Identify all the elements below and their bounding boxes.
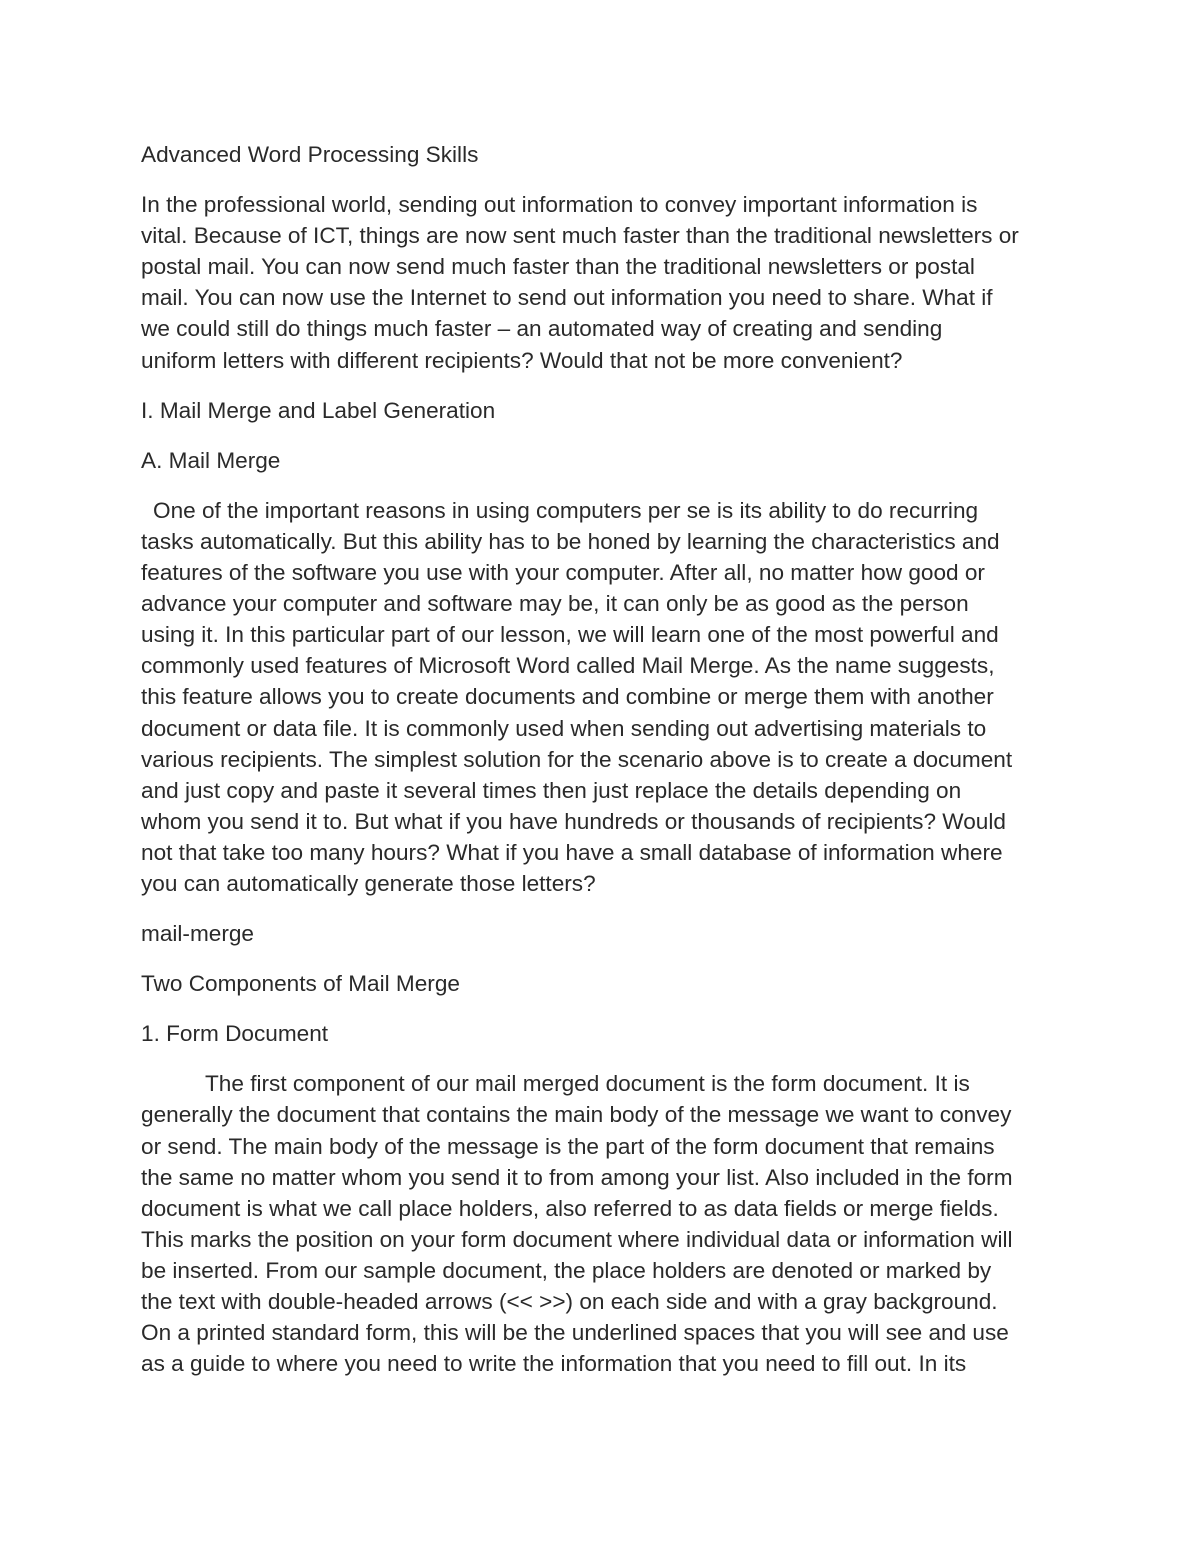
text-line: generally the document that contains the main body of the message we want to convey [141,1102,1012,1128]
text-line: you can automatically generate those letters? [141,870,596,896]
subsection-heading: 1. Form Document [141,1021,329,1047]
text-line: advance your computer and software may be, it can only be as good as the person [141,591,969,617]
text-line: commonly used features of Microsoft Word called Mail Merge. As the name suggests, [141,653,995,679]
image-placeholder-text: mail-merge [141,921,254,947]
mail-merge-paragraph [141,495,1071,899]
intro-paragraph [141,189,1071,376]
text-line: postal mail. You can now send much faster than the traditional newsletters or postal [141,254,975,280]
text-line: tasks automatically. But this ability has to be honed by learning the characteristics and [141,528,1000,554]
text-line: The first component of our mail merged document is the form document. It is [205,1071,970,1097]
text-line: not that take too many hours? What if you have a small database of information where [141,839,1003,865]
document-body [141,139,1071,1398]
text-line: uniform letters with different recipients? Would that not be more convenient? [141,347,903,373]
section-heading: I. Mail Merge and Label Generation [141,397,496,423]
text-line: we could still do things much faster – an automated way of creating and sending [141,316,943,342]
form-document-paragraph [141,1068,1071,1379]
text-line: this feature allows you to create documents and combine or merge them with another [141,684,994,710]
subsection-heading: A. Mail Merge [141,447,281,473]
text-line: the text with double-headed arrows (<< >>) on each side and with a gray background. [141,1289,998,1314]
text-line: be inserted. From our sample document, the place holders are denoted or marked by [141,1257,992,1283]
text-line: document or data file. It is commonly used when sending out advertising materials to [141,715,987,741]
text-line: various recipients. The simplest solution for the scenario above is to create a document [141,746,1013,772]
section-heading: Two Components of Mail Merge [141,971,460,997]
text-line: This marks the position on your form document where individual data or information will [141,1226,1013,1252]
text-line: On a printed standard form, this will be the underlined spaces that you will see and use [141,1320,1009,1346]
text-line: vital. Because of ICT, things are now sent much faster than the traditional newsletters or [141,223,1019,249]
text-line: features of the software you use with your computer. After all, no matter how good or [141,560,985,586]
text-line: mail. You can now use the Internet to send out information you need to share. What if [141,285,993,311]
text-line: One of the important reasons in using computers per se is its ability to do recurring [153,497,979,523]
text-line: or send. The main body of the message is the part of the form document that remains [141,1133,995,1159]
text-line: as a guide to where you need to write the information that you need to fill out. In its [141,1351,967,1377]
text-line: document is what we call place holders, also referred to as data fields or merge fields. [141,1195,999,1221]
text-line: the same no matter whom you send it to from among your list. Also included in the form [141,1164,1013,1190]
document-title: Advanced Word Processing Skills [141,142,479,167]
text-line: using it. In this particular part of our lesson, we will learn one of the most powerful and [141,622,999,648]
text-line: In the professional world, sending out information to convey important information is [141,192,978,218]
text-line: and just copy and paste it several times then just replace the details depending on [141,777,962,803]
text-line: whom you send it to. But what if you have hundreds or thousands of recipients? Would [141,808,1006,834]
